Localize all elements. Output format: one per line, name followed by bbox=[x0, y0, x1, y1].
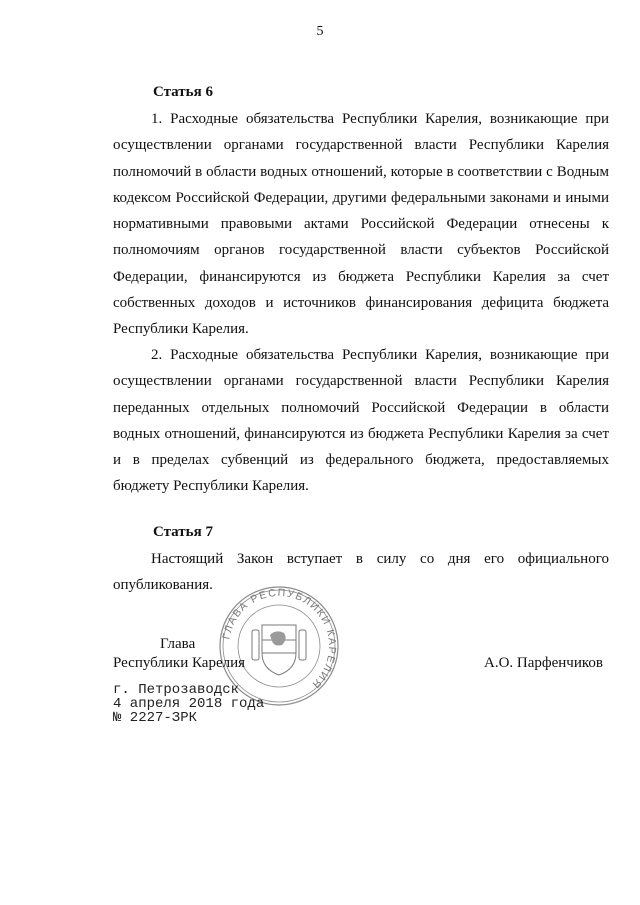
place-city: г. Петрозаводск bbox=[113, 682, 240, 698]
signatory-title-line-1: Глава bbox=[160, 636, 196, 652]
place-date: 4 апреля 2018 года bbox=[113, 696, 265, 712]
signatory-title-line-2: Республики Карелия bbox=[113, 655, 246, 671]
article-7-paragraph: Настоящий Закон вступает в силу со дня его официального опубликования. bbox=[113, 551, 609, 594]
coat-of-arms-icon bbox=[252, 625, 306, 675]
article-6-heading: Статья 6 bbox=[153, 84, 213, 100]
article-6-paragraph-1: 1. Расходные обязательства Республики Карелия, возникающие при осуществлении органами государственной власти Республики Карелия полномочий в области водных отношений, которые в соответствии с Водным кодексом Российской Федерации, другими федеральными законами и иными нормативными правовыми актами Российской Федерации отнесены к полномочиям органов государственной власти субъектов Российской Федерации, финансируются из бюджета Республики Карелия за счет собственных доходов и источников финансирования дефицита бюджета Республики Карелия. bbox=[113, 111, 609, 338]
signatory-name: А.О. Парфенчиков bbox=[484, 655, 603, 671]
seal-text: ГЛАВА РЕСПУБЛИКИ КАРЕЛИЯ bbox=[220, 586, 339, 692]
page-number: 5 bbox=[316, 24, 324, 39]
law-number: № 2227-ЗРК bbox=[113, 710, 198, 726]
place-date-stamp bbox=[113, 683, 264, 725]
article-7-heading: Статья 7 bbox=[153, 524, 213, 540]
article-6-paragraph-2: 2. Расходные обязательства Республики Карелия, возникающие при осуществлении органами государственной власти Республики Карелия переданных отдельных полномочий Российской Федерации в области водных отношений, финансируются из бюджета Республики Карелия за счет и в пределах субвенций из федерального бюджета, предоставляемых бюджету Республики Карелия. bbox=[113, 347, 609, 495]
